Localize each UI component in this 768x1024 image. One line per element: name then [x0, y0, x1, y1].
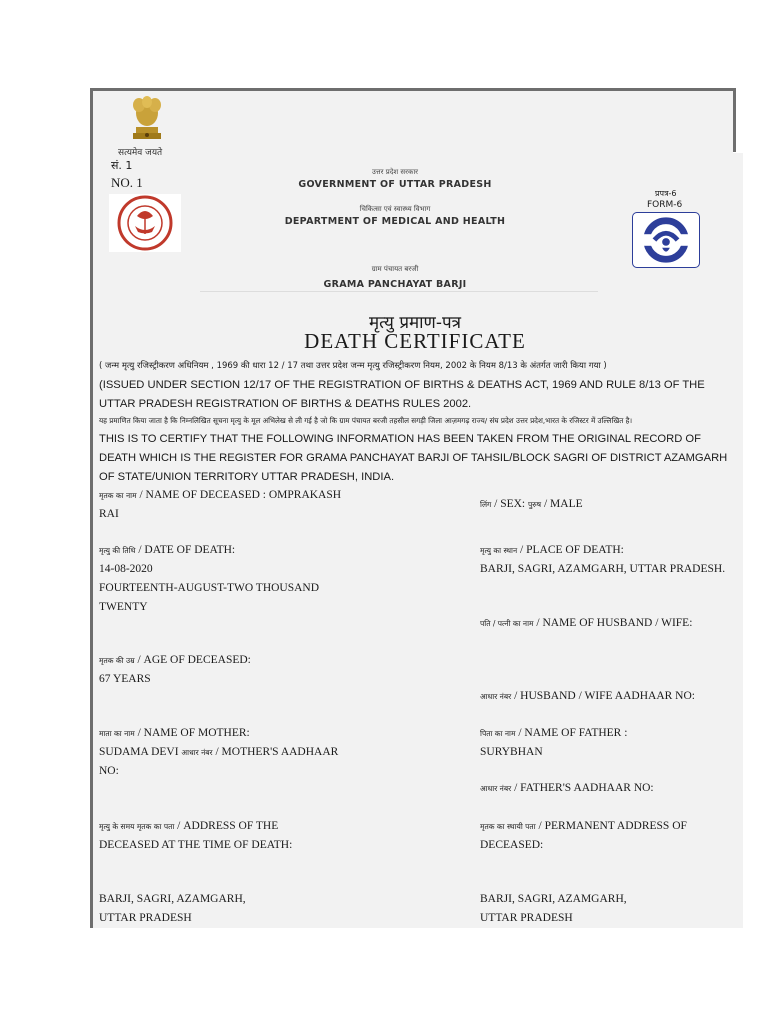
address-hindi: मृत्यु के समय मृतक का पता: [99, 822, 175, 831]
certificate-title: DEATH CERTIFICATE: [304, 329, 526, 353]
spouse-name-field: [480, 614, 735, 633]
crs-logo-icon: [632, 212, 700, 268]
permanent-address-hindi: मृतक का स्थायी पता: [480, 822, 536, 831]
mother-name-label: / NAME OF MOTHER:: [134, 727, 250, 739]
issued-under-hindi: ( जन्म मृत्यु रजिस्ट्रीकरण अधिनियम , 1969 की धारा 12 / 17 तथा उत्तर प्रदेश जन्म मृत्यु रजिस्ट्रीकरण नियम, 2002 के नियम 8/13 के अंतर्गत जारी किया गया ): [99, 361, 607, 371]
date-of-death-label: / DATE OF DEATH:: [135, 544, 236, 556]
deceased-name-hindi: मृतक का नाम: [99, 491, 137, 500]
date-of-death-value: 14-08-2020: [99, 563, 153, 575]
permanent-address-field: [480, 817, 730, 855]
sex-value-hindi: पुरुष: [528, 500, 542, 509]
form-number-hindi: प्रपत्र-6: [655, 189, 677, 198]
up-government-seal-icon: [109, 194, 181, 252]
mother-field: [99, 724, 359, 781]
age-field: [99, 651, 379, 689]
certificate-background-top: [93, 91, 733, 153]
sex-hindi: लिंग: [480, 500, 492, 509]
father-name-value: SURYBHAN: [480, 746, 543, 758]
sex-field: [480, 495, 730, 514]
place-of-death-value: BARJI, SAGRI, AZAMGARH, UTTAR PRADESH.: [480, 563, 726, 575]
government-hindi: उत्तर प्रदेश सरकार: [371, 168, 419, 176]
serial-number-hindi: सं. 1: [111, 159, 133, 172]
place-of-death-field: [480, 541, 735, 579]
age-hindi: मृतक की उम्र: [99, 656, 135, 665]
date-of-death-field: [99, 541, 359, 617]
issued-under-text: (ISSUED UNDER SECTION 12/17 OF THE REGISTRATION OF BIRTHS & DEATHS ACT, 1969 AND RULE 8/13 OF THE UTTAR PRADESH REGISTRATION OF BIRTHS & DEATHS RULES 2002.: [99, 379, 705, 410]
father-aadhaar-hindi: आधार नंबर: [480, 784, 512, 793]
spouse-aadhaar-hindi: आधार नंबर: [480, 692, 512, 701]
department-heading: DEPARTMENT OF MEDICAL AND HEALTH: [284, 216, 506, 227]
place-of-death-label: / PLACE OF DEATH:: [517, 544, 624, 556]
mother-aadhaar-label: / MOTHER'S AADHAAR NO:: [99, 746, 339, 777]
father-aadhaar-field: [480, 779, 735, 798]
address-field: [99, 817, 319, 855]
deceased-name-field: [99, 486, 379, 524]
deceased-name-label: / NAME OF DECEASED : OMPRAKASH: [136, 489, 342, 501]
father-aadhaar-label: / FATHER'S AADHAAR NO:: [511, 782, 654, 794]
deceased-name-value: RAI: [99, 508, 119, 520]
department-hindi: चिकित्सा एवं स्वास्थ्य विभाग: [359, 205, 431, 213]
certify-hindi: यह प्रमाणित किया जाता है कि निम्नलिखित सूचना मृत्यु के मूल अभिलेख से ली गई है जो कि ग्राम पंचायत बरजी तहसील सगड़ी जिला आज़मगढ़ राज्य/ संघ प्रदेश उत्तर प्रदेश,भारत के रजिस्टर में उल्लिखित है।: [99, 416, 633, 425]
permanent-address-value: BARJI, SAGRI, AZAMGARH, UTTAR PRADESH: [480, 893, 627, 924]
father-name-label: / NAME OF FATHER :: [515, 727, 628, 739]
government-heading: GOVERNMENT OF UTTAR PRADESH: [298, 179, 492, 190]
spouse-name-hindi: पति / पत्नी का नाम: [480, 619, 534, 628]
spouse-aadhaar-field: [480, 687, 735, 706]
address-value: BARJI, SAGRI, AZAMGARH, UTTAR PRADESH: [99, 893, 246, 924]
father-name-hindi: पिता का नाम: [480, 729, 516, 738]
spouse-aadhaar-label: / HUSBAND / WIFE AADHAAR NO:: [511, 690, 695, 702]
divider: [200, 291, 598, 292]
mother-aadhaar-hindi: आधार नंबर: [181, 748, 213, 757]
title-hindi: मृत्यु प्रमाण-पत्र: [368, 313, 462, 333]
frame-edge: [733, 88, 736, 152]
sex-label: / SEX:: [491, 498, 528, 510]
permanent-address-label: / PERMANENT ADDRESS OF DECEASED:: [480, 820, 687, 851]
date-of-death-hindi: मृत्यु की तिथि: [99, 546, 136, 555]
mother-name-value: SUDAMA DEVI: [99, 746, 182, 758]
panchayat-hindi: ग्राम पंचायत बरजी: [371, 265, 419, 273]
date-of-death-words: FOURTEENTH-AUGUST-TWO THOUSAND TWENTY: [99, 582, 320, 613]
mother-name-hindi: माता का नाम: [99, 729, 135, 738]
place-of-death-hindi: मृत्यु का स्थान: [480, 546, 518, 555]
spouse-name-label: / NAME OF HUSBAND / WIFE:: [533, 617, 693, 629]
certify-text: THIS IS TO CERTIFY THAT THE FOLLOWING INFORMATION HAS BEEN TAKEN FROM THE ORIGINAL RECORD OF DEATH WHICH IS THE REGISTER FOR GRAMA PANCHAYAT BARJI OF TAHSIL/BLOCK SAGRI OF DISTRICT AZAMGARH OF STATE/UNION TERRITORY UTTAR PRADESH, INDIA.: [99, 433, 728, 483]
form-number: FORM-6: [647, 200, 683, 210]
father-field: [480, 724, 735, 762]
sex-value: / MALE: [541, 498, 583, 510]
address-label: / ADDRESS OF THE DECEASED AT THE TIME OF DEATH:: [99, 820, 293, 851]
national-emblem-icon: [127, 93, 167, 143]
emblem-motto: सत्यमेव जयते: [118, 148, 163, 158]
panchayat-heading: GRAMA PANCHAYAT BARJI: [323, 279, 467, 290]
age-value: 67 YEARS: [99, 673, 151, 685]
age-label: / AGE OF DECEASED:: [134, 654, 251, 666]
serial-number: NO. 1: [111, 175, 143, 190]
